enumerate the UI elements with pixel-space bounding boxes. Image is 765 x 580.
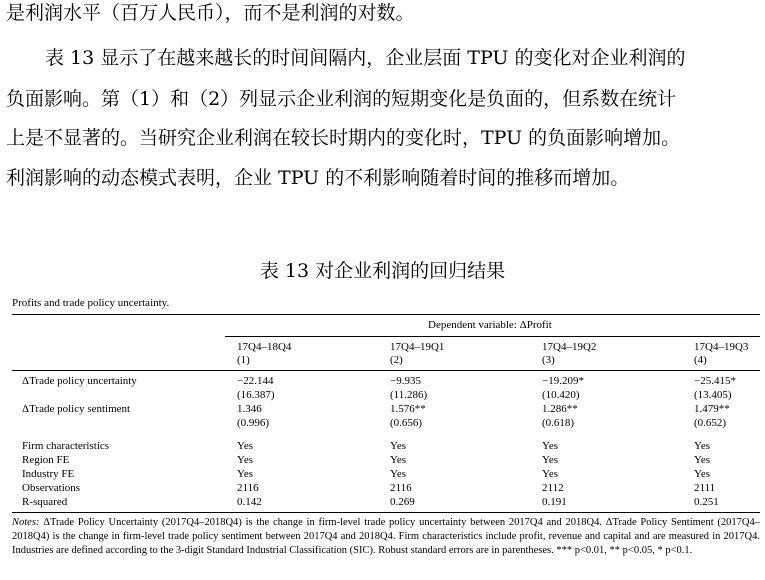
table-cell: Yes bbox=[390, 468, 407, 480]
std-error-cell: (0.656) bbox=[390, 417, 423, 429]
std-error-cell: (0.996) bbox=[237, 417, 270, 429]
row-label: Industry FE bbox=[22, 468, 75, 480]
column-number: (4) bbox=[694, 354, 707, 366]
dependent-variable-header: Dependent variable: ΔProfit bbox=[428, 319, 552, 331]
coefficient-cell: 1.346 bbox=[237, 403, 262, 415]
table-caption: Profits and trade policy uncertainty. bbox=[12, 297, 170, 309]
coefficient-cell: −22.144 bbox=[237, 375, 274, 387]
table-cell: Yes bbox=[237, 468, 254, 480]
coefficient-cell: 1.479** bbox=[694, 403, 730, 415]
paragraph-line-3: 负面影响。第（1）和（2）列显示企业利润的短期变化是负面的，但系数在统计 bbox=[6, 88, 677, 110]
table-cell: 0.142 bbox=[237, 496, 262, 508]
paragraph-line-1: 是利润水平（百万人民币），而不是利润的对数。 bbox=[6, 2, 415, 24]
table-cell: Yes bbox=[390, 440, 407, 452]
table-notes bbox=[12, 516, 760, 558]
table-cell: 0.191 bbox=[542, 496, 567, 508]
table-cell: 2112 bbox=[542, 482, 564, 494]
std-error-cell: (11.286) bbox=[390, 389, 428, 401]
table-cell: 2116 bbox=[390, 482, 412, 494]
table-cell: 0.251 bbox=[694, 496, 719, 508]
table-cell: Yes bbox=[694, 440, 711, 452]
table-cell: Yes bbox=[694, 468, 711, 480]
row-label: Region FE bbox=[22, 454, 70, 466]
column-period: 17Q4–18Q4 bbox=[237, 341, 292, 353]
row-label: ΔTrade policy sentiment bbox=[22, 403, 131, 415]
table-cell: Yes bbox=[237, 440, 254, 452]
row-label: ΔTrade policy uncertainty bbox=[22, 375, 137, 387]
table-top-rule bbox=[12, 314, 760, 315]
row-label: Firm characteristics bbox=[22, 440, 110, 452]
std-error-cell: (16.387) bbox=[237, 389, 275, 401]
std-error-cell: (0.618) bbox=[542, 417, 575, 429]
table-cell: Yes bbox=[542, 468, 559, 480]
std-error-cell: (13.405) bbox=[694, 389, 732, 401]
std-error-cell: (10.420) bbox=[542, 389, 580, 401]
paragraph-line-4: 上是不显著的。当研究企业利润在较长时期内的变化时，TPU 的负面影响增加。 bbox=[6, 127, 681, 149]
coefficient-cell: 1.286** bbox=[542, 403, 578, 415]
column-period: 17Q4–19Q2 bbox=[542, 341, 597, 353]
table-cell: Yes bbox=[390, 454, 407, 466]
row-label: R-squared bbox=[22, 496, 68, 508]
table-cell: 2116 bbox=[237, 482, 259, 494]
coefficient-cell: −25.415* bbox=[694, 375, 736, 387]
table-cell: 0.269 bbox=[390, 496, 415, 508]
column-period: 17Q4–19Q1 bbox=[390, 341, 445, 353]
coefficient-cell: −19.209* bbox=[542, 375, 584, 387]
coefficient-cell: 1.576** bbox=[390, 403, 426, 415]
column-header-rule bbox=[12, 370, 760, 371]
table-cell: Yes bbox=[694, 454, 711, 466]
table-cell: 2111 bbox=[694, 482, 716, 494]
paragraph-line-2: 表 13 显示了在越来越长的时间间隔内，企业层面 TPU 的变化对企业利润的 bbox=[45, 47, 686, 69]
std-error-cell: (0.652) bbox=[694, 417, 727, 429]
column-number: (1) bbox=[237, 354, 250, 366]
column-period: 17Q4–19Q3 bbox=[694, 341, 749, 353]
table-bottom-rule bbox=[12, 512, 760, 513]
notes-label: Notes: bbox=[12, 517, 40, 528]
header-rule bbox=[225, 336, 760, 337]
row-label: Observations bbox=[22, 482, 81, 494]
coefficient-cell: −9.935 bbox=[390, 375, 421, 387]
table-title: 表 13 对企业利润的回归结果 bbox=[259, 260, 506, 282]
table-cell: Yes bbox=[237, 454, 254, 466]
table-cell: Yes bbox=[542, 440, 559, 452]
table-cell: Yes bbox=[542, 454, 559, 466]
column-number: (2) bbox=[390, 354, 403, 366]
paragraph-line-5: 利润影响的动态模式表明，企业 TPU 的不利影响随着时间的推移而增加。 bbox=[6, 167, 630, 189]
column-number: (3) bbox=[542, 354, 555, 366]
notes-text: ΔTrade Policy Uncertainty (2017Q4–2018Q4) is the change in firm-level trade policy uncertainty between 2017Q4 and 2018Q4. ΔTrade Policy Sentiment (2017Q4–2018Q4) is the change in firm-level trade policy sentiment between 2017Q4 and 2018Q4. Firm characteristics include profit, revenue and capital and are measured in 2017Q4. Industries are defined according to the 3-digit Standard Industrial Classification (SIC). Robust standard errors are in parentheses. *** p<0.01, ** p<0.05, * p<0.1. bbox=[12, 517, 760, 556]
